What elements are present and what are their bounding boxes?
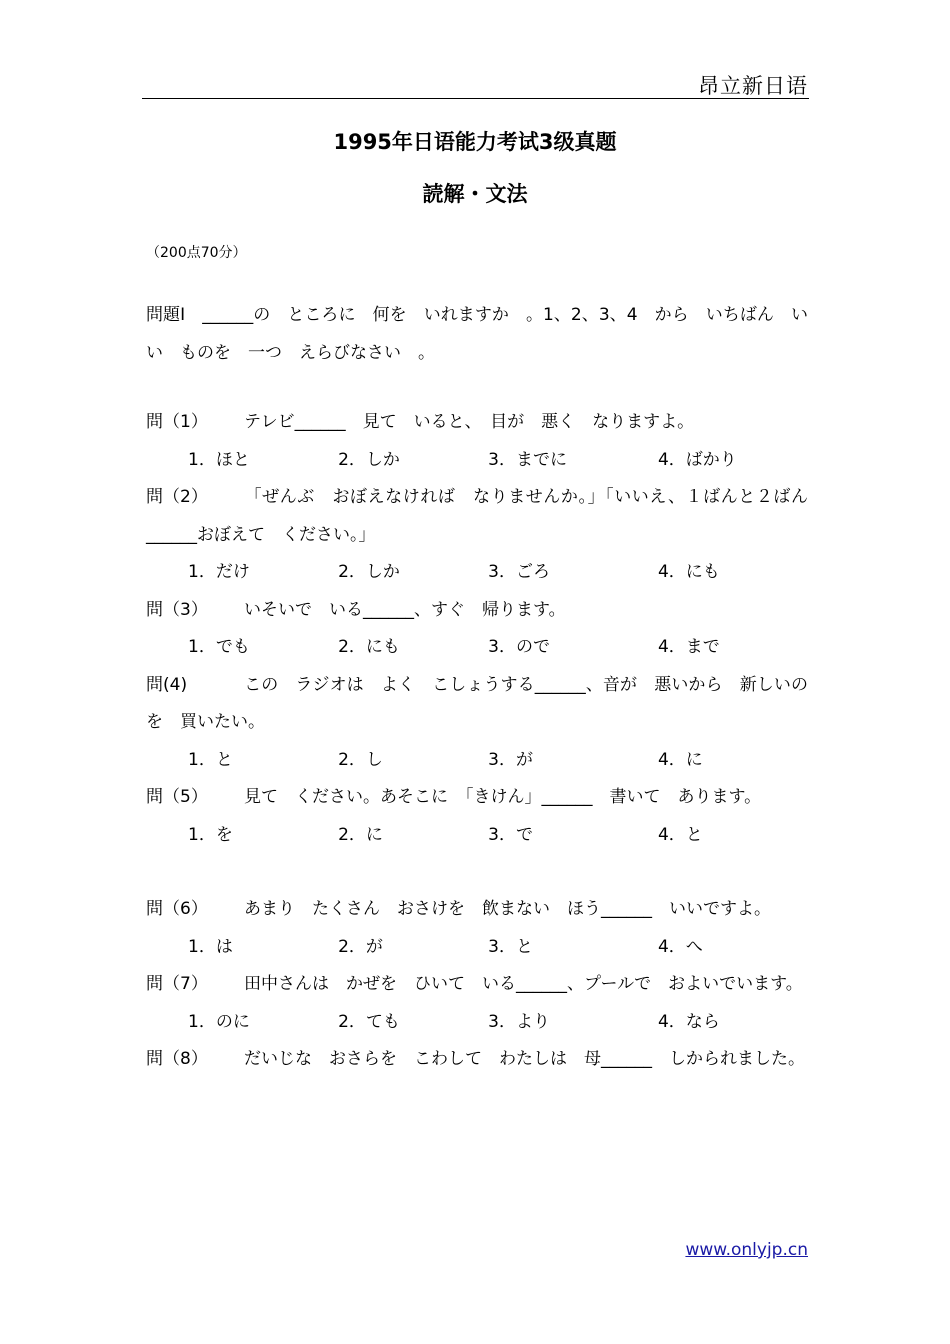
header-divider [142,98,809,99]
answer-option[interactable]: 1．と [188,749,233,770]
answer-option[interactable]: 4．まで [657,637,720,657]
question-item [146,891,808,966]
question-number: 問（8） [146,1049,208,1069]
answer-option[interactable]: 2．にも [338,637,400,657]
question-text: 「ぜんぶ おぼえなければ なりませんか。」「いいえ、１ばんと２ばん______おぼえて ください。」 [146,487,808,545]
question-line [146,667,808,742]
question-line [146,966,808,1004]
answer-option[interactable]: 1．だけ [188,562,250,582]
answer-option[interactable]: 4．ばかり [657,449,737,470]
question-item [146,404,808,479]
question-text: だいじな おさらを こわして わたしは 母______ しかられました。 [244,1049,805,1069]
question-line [146,891,808,929]
section-gap [146,854,808,891]
answer-options [146,554,808,592]
question-item [146,667,808,780]
question-number: 問（5） [146,787,208,807]
answer-option[interactable]: 1．は [188,936,233,957]
score-note: （200点70分） [146,245,247,261]
answer-option[interactable]: 1．ほと [188,449,250,470]
answer-option[interactable]: 1．を [188,824,233,845]
doc-title: 1995年日语能力考试3级真题 [333,130,617,154]
question-number: 問（1） [146,412,208,432]
answer-option[interactable]: 4．に [657,749,703,770]
instructions: 問題Ⅰ ______の ところに 何を いれますか 。1、2、3、4 から いちばん いい ものを 一つ えらびなさい 。 [146,305,808,363]
question-item [146,1041,808,1079]
question-number: 問(4) [146,674,188,695]
answer-option[interactable]: 3．までに [488,449,567,470]
question-text: いそいで いる______、すぐ 帰ります。 [244,599,566,620]
question-text: あまり たくさん おさけを 飲まない ほう______ いいですよ。 [244,899,771,919]
question-item [146,479,808,592]
question-item [146,592,808,667]
answer-option[interactable]: 1．のに [188,1011,250,1032]
question-text: この ラジオは よく こしょうする______、音が 悪いから 新しいのを 買いたい。 [146,674,808,732]
question-line [146,1041,808,1079]
answer-option[interactable]: 3．ので [488,637,550,657]
answer-option[interactable]: 3．より [488,1011,550,1032]
question-item [146,966,808,1041]
question-number: 問（2） [146,487,208,507]
question-number: 問（6） [146,899,208,919]
question-list [146,404,808,1079]
answer-option[interactable]: 3．と [488,936,533,957]
doc-subtitle: 読解・文法 [422,182,528,206]
answer-option[interactable]: 2．しか [338,562,400,582]
answer-option[interactable]: 4．へ [657,936,703,957]
answer-option[interactable]: 4．なら [657,1011,720,1032]
answer-option[interactable]: 2．ても [338,1011,400,1032]
question-line [146,779,808,817]
answer-option[interactable]: 2．しか [338,449,400,470]
question-text: テレビ______ 見て いると、 目が 悪く なりますよ。 [244,412,695,432]
answer-options [146,817,808,855]
answer-option[interactable]: 3．で [488,824,533,845]
question-line [146,592,808,630]
question-number: 問（7） [146,974,208,994]
question-item [146,779,808,854]
answer-option[interactable]: 2．し [338,749,383,770]
answer-options [146,629,808,667]
answer-option[interactable]: 3．が [488,749,533,770]
answer-option[interactable]: 2．が [338,936,383,957]
answer-option[interactable]: 3．ごろ [488,562,550,582]
answer-option[interactable]: 4．と [657,824,703,845]
header-brand: 昂立新日语 [698,74,808,98]
answer-options [146,742,808,780]
answer-option[interactable]: 4．にも [657,562,720,582]
answer-options [146,929,808,967]
question-line [146,479,808,554]
answer-options [146,442,808,480]
question-text: 田中さんは かぜを ひいて いる______、プールで およいでいます。 [244,974,803,994]
question-line [146,404,808,442]
answer-options [146,1004,808,1042]
question-text: 見て ください。あそこに 「きけん」______ 書いて あります。 [244,787,762,807]
footer-link[interactable]: www.onlyjp.cn [685,1240,808,1260]
question-number: 問（3） [146,599,208,620]
answer-option[interactable]: 2．に [338,824,383,845]
answer-option[interactable]: 1．でも [188,637,250,657]
